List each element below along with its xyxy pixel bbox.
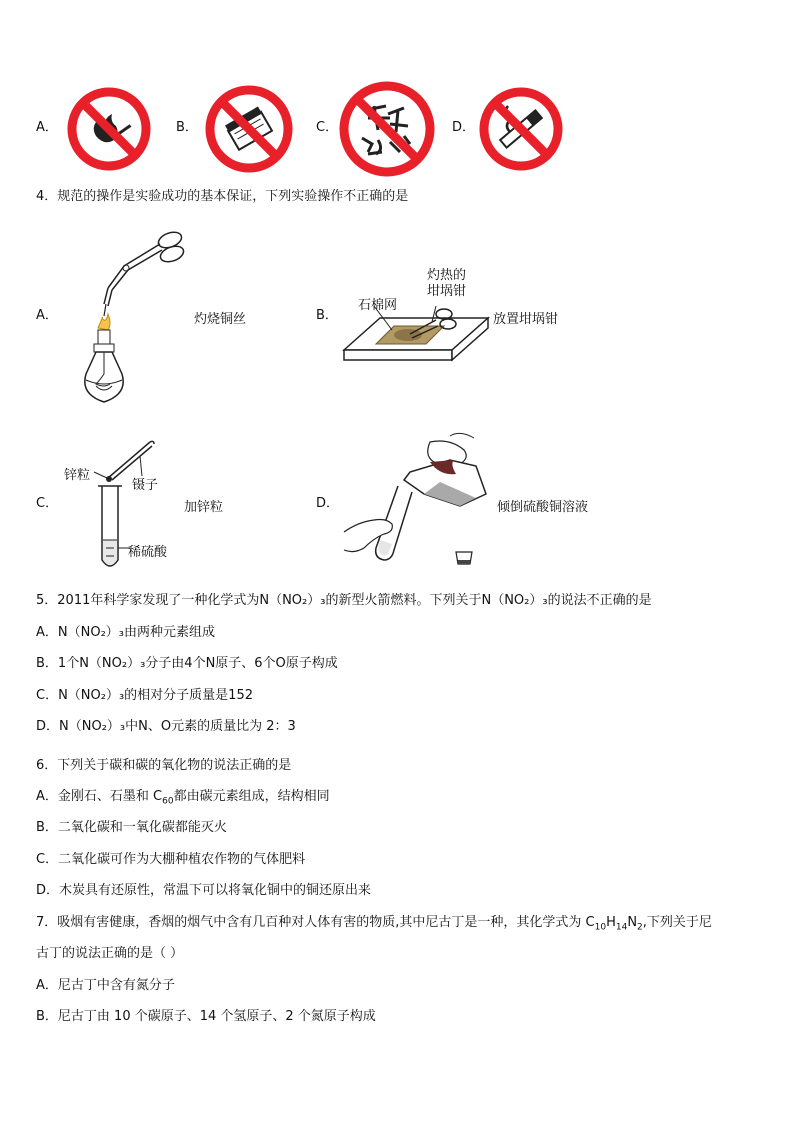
q5-stem-part-a: 5．2011年科学家发现了一种化学式为 [36, 593, 260, 608]
no-fire-icon [66, 86, 152, 172]
q4-option-b-tag-gauze: 石棉网 [358, 298, 398, 313]
q6-option-a-subscript: 60 [162, 796, 174, 807]
q4-option-c-caption: 加锌粒 [184, 500, 224, 515]
q4-option-d-caption: 倾倒硫酸铜溶液 [497, 500, 589, 515]
q4-stem: 4．规范的操作是实验成功的基本保证，下列实验操作不正确的是 [36, 189, 409, 204]
q4-option-b-label: B． [316, 308, 338, 323]
q4-option-c-tag-tweezers: 镊子 [132, 478, 159, 493]
q5-stem-formula-1: N（NO₂）₃ [259, 593, 326, 608]
q7-stem-part-b: ,下列关于尼 [642, 915, 712, 930]
q5-stem [36, 593, 652, 609]
q4-option-b-tag-hot-line1: 灼热的 [427, 268, 467, 283]
q7-stem-line1 [36, 915, 712, 936]
q4-option-c-tag-acid: 稀硫酸 [128, 545, 168, 560]
q6-option-a-part-b: 都由碳元素组成，结构相同 [173, 789, 330, 804]
q5-option-c: C．N（NO₂）₃的相对分子质量是152 [36, 688, 253, 703]
q6-option-a-part-a: A．金刚石、石墨和 C [36, 789, 163, 804]
q7-sub-c: 10 [594, 922, 607, 933]
q4-option-b-tag-hot [427, 268, 466, 300]
q7-formula-h: H [606, 915, 616, 930]
no-smoking-icon [478, 86, 564, 172]
q3-option-b-label: B． [176, 120, 198, 135]
q5-option-d: D．N（NO₂）₃中N、O元素的质量比为 2：3 [36, 719, 296, 734]
q5-stem-formula-2: N（NO₂）₃ [481, 593, 548, 608]
q7-stem-line2: 古丁的说法正确的是（ ） [36, 946, 184, 961]
q6-stem: 6．下列关于碳和碳的氧化物的说法正确的是 [36, 758, 292, 773]
q7-stem-part-a: 7．吸烟有害健康，香烟的烟气中含有几百种对人体有害的物质,其中尼古丁是一种，其化学式为 C [36, 915, 595, 930]
q4-option-a-label: A． [36, 308, 58, 323]
q6-option-a [36, 789, 330, 810]
q6-option-c: C．二氧化碳可作为大棚种植农作物的气体肥料 [36, 852, 306, 867]
pouring-solution-figure [340, 436, 492, 572]
q6-option-d: D．木炭具有还原性，常温下可以将氧化铜中的铜还原出来 [36, 883, 372, 898]
q4-option-a-caption: 灼烧铜丝 [194, 312, 247, 327]
q3-option-c-label: C． [316, 120, 339, 135]
q7-sub-n: 2 [637, 922, 643, 933]
q3-option-a-label: A． [36, 120, 58, 135]
no-matches-icon [204, 84, 294, 174]
q4-option-b-caption: 放置坩埚钳 [493, 312, 559, 327]
asbestos-gauze-tongs-figure [340, 300, 490, 372]
q7-sub-h: 14 [615, 922, 628, 933]
q5-option-a: A．N（NO₂）₃由两种元素组成 [36, 625, 215, 640]
q7-option-a: A．尼古丁中含有氮分子 [36, 978, 175, 993]
q3-option-d-label: D． [452, 120, 476, 135]
q7-formula-n: N [627, 915, 638, 930]
q4-option-d-label: D． [316, 496, 340, 511]
q6-option-b: B．二氧化碳和一氧化碳都能灭火 [36, 820, 227, 835]
q5-stem-part-b: 的新型火箭燃料。下列关于 [325, 593, 482, 608]
q5-stem-part-c: 的说法不正确的是 [547, 593, 652, 608]
q4-option-c-tag-zinc: 锌粒 [64, 468, 91, 483]
alcohol-lamp-crucible-tongs-figure [74, 224, 194, 410]
q7-option-b: B．尼古丁由 10 个碳原子、14 个氢原子、2 个氮原子构成 [36, 1009, 376, 1024]
q4-option-c-label: C． [36, 496, 59, 511]
q5-option-b: B．1个N（NO₂）₃分子由4个N原子、6个O原子构成 [36, 656, 338, 671]
no-fireworks-icon [338, 80, 436, 178]
q4-option-b-tag-hot-line2: 坩埚钳 [427, 284, 467, 299]
